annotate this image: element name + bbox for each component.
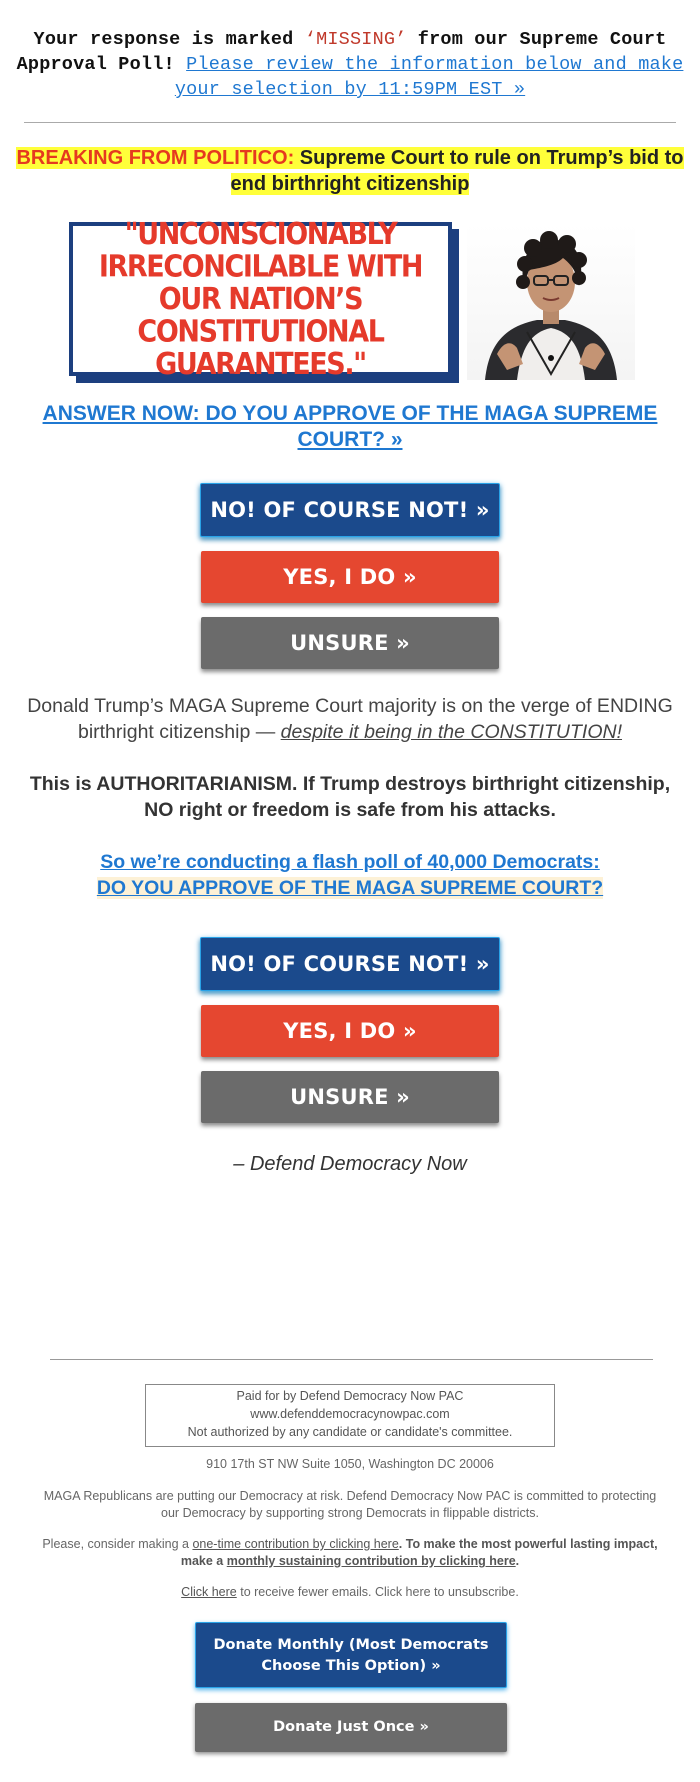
mission-statement: MAGA Republicans are putting our Democracy at risk. Defend Democracy Now PAC is committed to protecting our Democracy by supporting strong Democrats in flippable districts. [43, 1489, 657, 1520]
quote-text: "UNCONSCIONABLY IRRECONCILABLE WITH OUR NATION’S CONSTITUTIONAL GUARANTEES." [98, 216, 423, 382]
breaking-headline-text: Supreme Court to rule on Trump’s bid to end birthright citizenship [230, 147, 684, 195]
review-selection-link[interactable]: Please review the information below and make your selection by 11:59PM EST » [174, 54, 684, 100]
no-of-course-not-button[interactable]: NO! OF COURSE NOT! » [200, 937, 500, 991]
verge-text: Donald Trump’s MAGA Supreme Court majority is on the verge of ENDING birthright citizenship — [27, 695, 673, 743]
flash-poll-line2: DO YOU APPROVE OF THE MAGA SUPREME COURT? [96, 877, 604, 899]
quote-graphic[interactable] [69, 216, 452, 382]
consider-end: . [515, 1554, 520, 1568]
approve-question-link[interactable]: ANSWER NOW: DO YOU APPROVE OF THE MAGA SUPREME COURT? » [42, 402, 658, 451]
flash-poll-line1: So we’re conducting a flash poll of 40,000 Democrats: [100, 851, 600, 873]
pac-website: www.defenddemocracynowpac.com [250, 1407, 450, 1421]
footer-divider [50, 1359, 653, 1360]
paid-by-line: Paid for by Defend Democracy Now PAC [236, 1389, 464, 1403]
breaking-label: BREAKING FROM POLITICO: [16, 147, 295, 169]
constitution-emphasis: despite it being in the CONSTITUTION! [280, 721, 623, 743]
unsure-button[interactable]: UNSURE » [201, 617, 499, 669]
breaking-news-headline [12, 145, 688, 197]
fewer-emails-link[interactable]: Click here [181, 1585, 237, 1599]
poll-buttons-bottom [0, 937, 700, 1123]
consider-mid: . To make the most powerful lasting impact, make a [180, 1537, 658, 1568]
notice-suffix: from our Supreme Court Approval Poll! [16, 29, 667, 75]
email-preferences [40, 1584, 660, 1601]
top-divider [24, 122, 676, 123]
one-time-contribution-link[interactable]: one-time contribution by clicking here [192, 1537, 399, 1551]
consider-prefix: Please, consider making a [42, 1537, 193, 1551]
signature: – Defend Democracy Now [233, 1153, 467, 1175]
unsubscribe-text: to receive fewer emails. Click here to unsubscribe. [236, 1585, 519, 1599]
yes-i-do-button[interactable]: YES, I DO » [201, 551, 499, 603]
monthly-contribution-link[interactable]: monthly sustaining contribution by clicking here [226, 1554, 516, 1568]
authoritarianism-paragraph: This is AUTHORITARIANISM. If Trump destroys birthright citizenship, NO right or freedom is safe from his attacks. [29, 773, 671, 821]
flash-poll-link[interactable] [30, 849, 670, 901]
not-authorized-line: Not authorized by any candidate or candidate's committee. [187, 1425, 513, 1439]
paid-for-disclaimer [145, 1384, 555, 1447]
donate-monthly-button[interactable]: Donate Monthly (Most Democrats Choose This Option) » [195, 1622, 507, 1688]
poll-buttons-top [0, 483, 700, 669]
notice-prefix: Your response is marked [33, 29, 305, 50]
verge-paragraph [20, 693, 680, 745]
missing-status: ‘MISSING’ [304, 29, 407, 50]
speaker-portrait[interactable] [467, 224, 635, 380]
missing-response-notice [0, 0, 700, 102]
donate-once-button[interactable]: Donate Just Once » [195, 1703, 507, 1752]
yes-i-do-button[interactable]: YES, I DO » [201, 1005, 499, 1057]
hero-image[interactable] [65, 216, 635, 382]
contribution-request [40, 1536, 660, 1570]
no-of-course-not-button[interactable]: NO! OF COURSE NOT! » [200, 483, 500, 537]
mailing-address: 910 17th ST NW Suite 1050, Washington DC 20006 [206, 1457, 494, 1471]
unsure-button[interactable]: UNSURE » [201, 1071, 499, 1123]
